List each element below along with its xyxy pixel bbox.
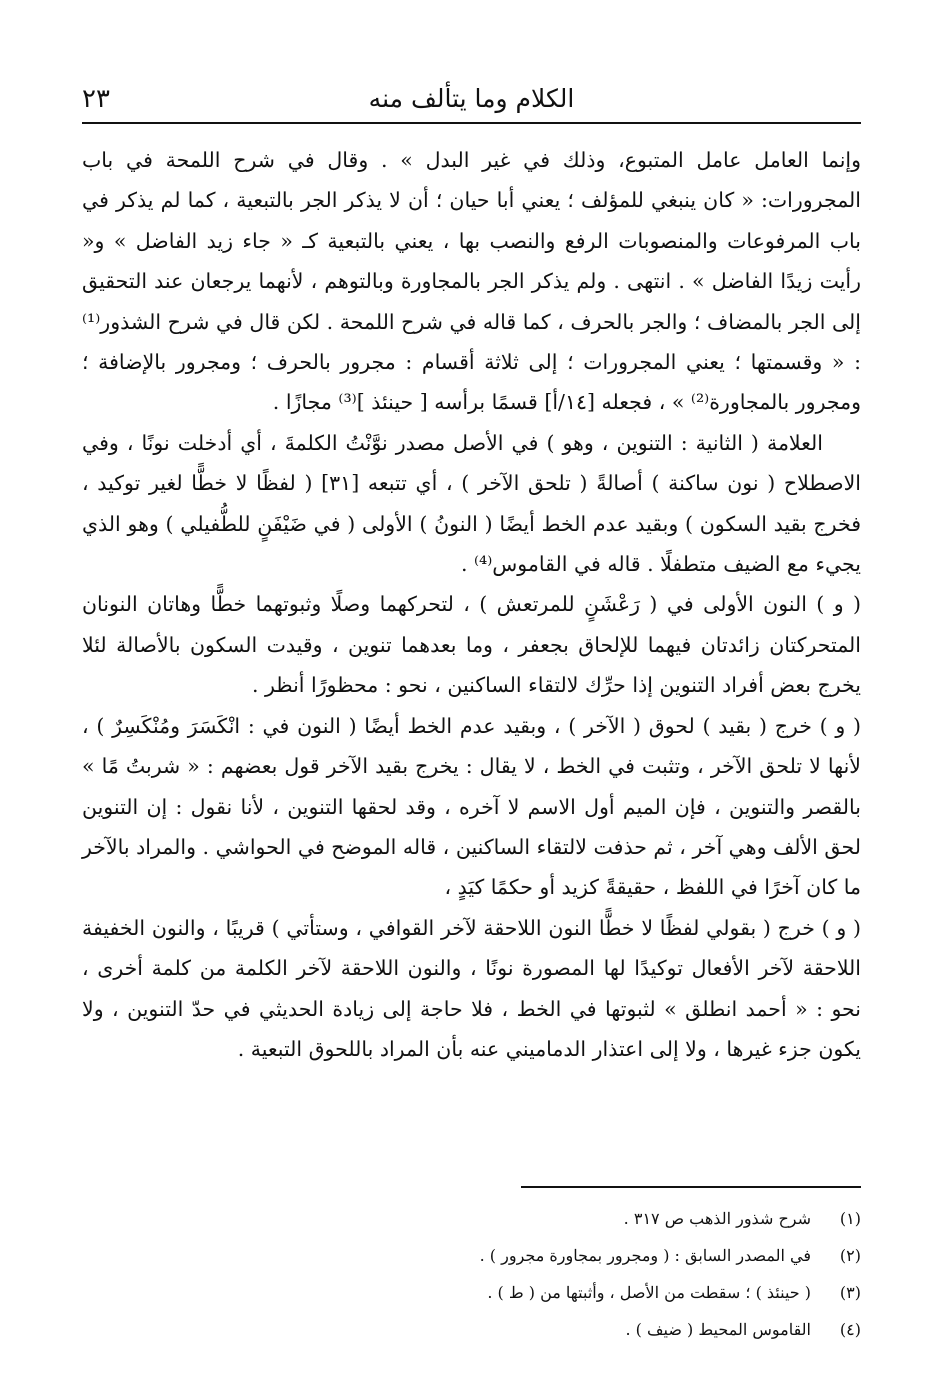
footnote-number: (٣) (839, 1283, 861, 1302)
page-number: ٢٣ (82, 84, 110, 114)
paragraph: ( و ) خرج ( بقولي لفظًا لا خطًّا النون اللاحقة لآخر القوافي ، وستأتي ) قريبًا ، والنون الخفيفة اللاحقة لآخر الأفعال توكيدًا لها المصورة نونًا ، والنون اللاحقة لآخر الكلمة من كلمة أخرى ، نحو : « أحمد انطلق » لثبوتها في الخط ، فلا حاجة إلى زيادة الحديثي في حدّ التنوين ، ولا يكون جزء غيرها ، ولا إلى اعتذار الدماميني عنه بأن المراد باللحوق التبعية . (82, 915, 861, 1061)
footnote-text: شرح شذور الذهب ص ٣١٧ . (623, 1209, 811, 1228)
footnote-text: القاموس المحيط ( ضيف ) . (625, 1320, 811, 1339)
paragraph: العلامة ( الثانية : التنوين ، وهو ) في الأصل مصدر نوَّنْتُ الكلمةَ ، أي أدخلت نونًا ، وفي الاصطلاح ( نون ساكنة ) أصالةً ( تلحق الآخر ) ، أي تتبعه [٣١] ( لفظًا لا خطًّا لغير توكيد ، فخرج بقيد السكون ) وبقيد عدم الخط أيضًا ( النونُ ) الأولى ( في ضَيْفَنٍ للطُّفيلي ) وهو الذي يجيء مع الضيف متطفلًا . قاله في القاموس⁽⁴⁾ . (82, 430, 861, 577)
footnote-item (82, 1311, 861, 1348)
paragraph: ( و ) خرج ( بقيد ) لحوق ( الآخر ) ، وبقيد عدم الخط أيضًا ( النون في : انْكَسَرَ ومُنْكَسِرٌ ) ، لأنها لا تلحق الآخر ، وتثبت في الخط ، لا يقال : يخرج بقيد الآخر قول بعضهم : « شربتُ مًا » بالقصر والتنوين ، فإن الميم أول الاسم لا آخره ، وقد لحقها التنوين ، لأنا نقول : إن التنوين لحق الألف وهي آخر ، ثم حذفت لالتقاء الساكنين ، قاله الموضح في الحواشي . والمراد بالآخر ما كان آخرًا في اللفظ ، حقيقةً كزيد أو حكمًا كيَدٍ ، (82, 713, 861, 900)
chapter-title: الكلام وما يتألف منه (368, 84, 575, 113)
footnote-text: في المصدر السابق : ( ومجرور بمجاورة مجرور ) . (479, 1246, 811, 1265)
footnote-divider (521, 1186, 861, 1188)
footnote-item (82, 1274, 861, 1311)
main-text (82, 140, 861, 1069)
footnote-number: (١) (839, 1209, 861, 1228)
running-header (82, 78, 861, 124)
paragraph: وإنما العامل عامل المتبوع، وذلك في غير البدل » . وقال في شرح اللمحة في باب المجرورات: « كان ينبغي للمؤلف ؛ يعني أبا حيان ؛ أن لا يذكر الجر بالتبعية ، كما لم يذكر في باب المرفوعات والمنصوبات الرفع والنصب بها ، يعني بالتبعية كـ « جاء زيد الفاضل » و« رأيت زيدًا الفاضل » . انتهى . ولم يذكر الجر بالمجاورة وبالتوهم ، لأنهما يرجعان عند التحقيق إلى الجر بالمضاف ؛ والجر بالحرف ، كما قاله في شرح اللمحة . لكن قال في شرح الشذور⁽¹⁾ : « وقسمتها ؛ يعني المجرورات ؛ إلى ثلاثة أقسام : مجرور بالحرف ؛ ومجرور بالإضافة ؛ ومجرور بالمجاورة⁽²⁾ » ، فجعله [١٤/أ] قسمًا برأسه [ حينئذ ]⁽³⁾ مجازًا . (82, 148, 861, 415)
footnote-text: ( حينئذ ) ؛ سقطت من الأصل ، وأثبتها من ( ط ) . (487, 1283, 811, 1302)
footnote-number: (٤) (839, 1320, 861, 1339)
footnote-item (82, 1200, 861, 1237)
footnotes (82, 1200, 861, 1348)
paragraph: ( و ) النون الأولى في ( رَعْشَنٍ للمرتعش ) ، لتحركهما وصلًا وثبوتهما خطًّا وهاتان النونان المتحركتان زائدتان فيهما للإلحاق بجعفر ، وما بعدهما تنوين ، وقيدت السكون بالأصالة لئلا يخرج بعض أفراد التنوين إذا حرِّك لالتقاء الساكنين ، نحو : محظورًا أنظر . (82, 592, 861, 698)
footnote-number: (٢) (839, 1246, 861, 1265)
footnote-item (82, 1237, 861, 1274)
